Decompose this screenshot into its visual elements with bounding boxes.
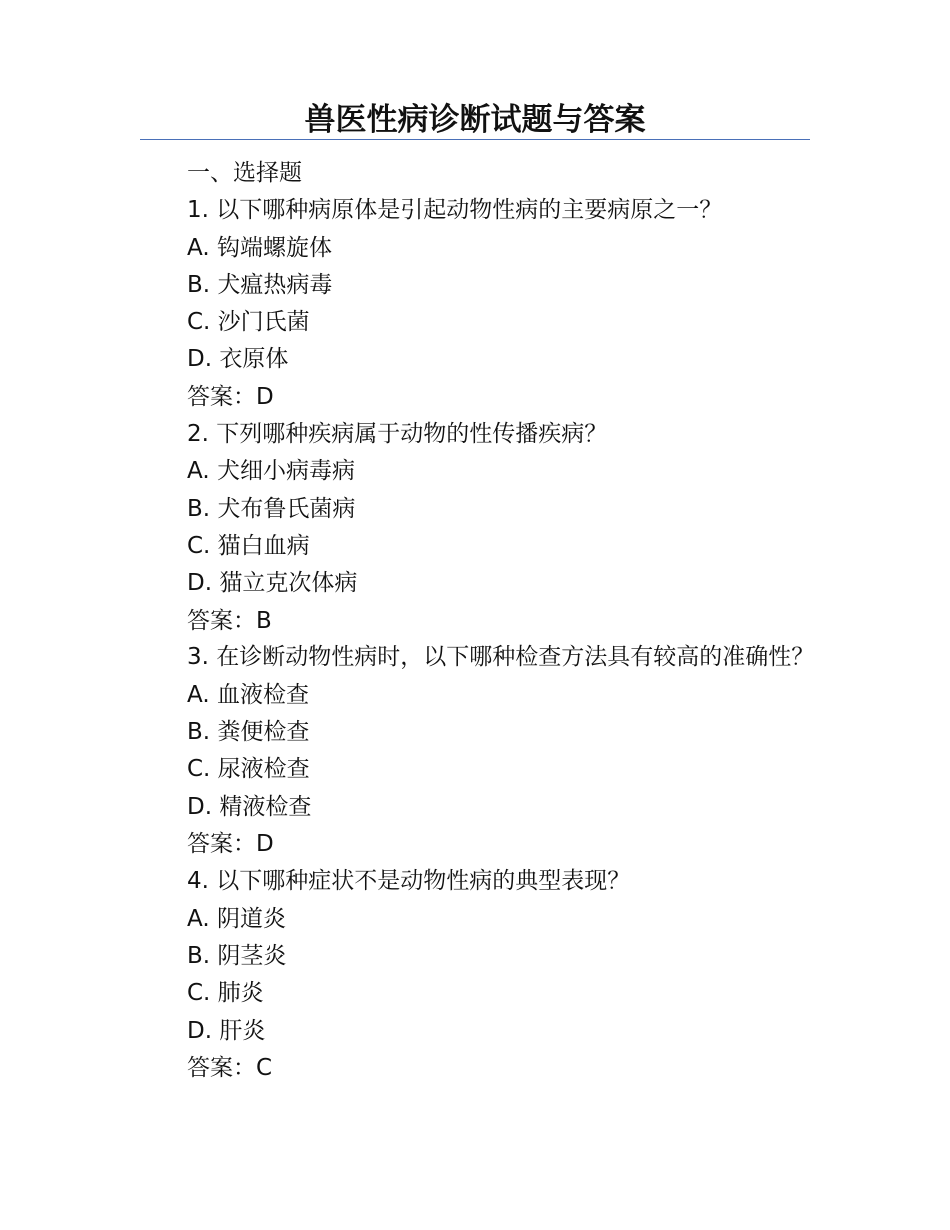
option-a: A. 犬细小病毒病: [187, 458, 355, 485]
option-d: D. 精液检查: [187, 793, 312, 820]
option-b: B. 犬布鲁氏菌病: [187, 495, 356, 522]
question-text: 2. 下列哪种疾病属于动物的性传播疾病？: [187, 421, 608, 448]
question-text: 4. 以下哪种症状不是动物性病的典型表现？: [187, 868, 631, 895]
page-title: 兽医性病诊断试题与答案: [304, 102, 646, 138]
question-text: 3. 在诊断动物性病时，以下哪种检查方法具有较高的准确性？: [187, 643, 815, 670]
option-c: C. 猫白血病: [187, 532, 310, 559]
answer-text: 答案：D: [187, 831, 274, 858]
question-text: 1. 以下哪种病原体是引起动物性病的主要病原之一？: [187, 197, 723, 224]
option-d: D. 衣原体: [187, 346, 289, 373]
option-d: D. 肝炎: [187, 1017, 266, 1044]
option-a: A. 阴道炎: [187, 905, 286, 932]
option-b: B. 犬瘟热病毒: [187, 271, 333, 298]
option-a: A. 钩端螺旋体: [187, 234, 332, 261]
answer-text: 答案：B: [187, 607, 272, 634]
option-c: C. 沙门氏菌: [187, 309, 310, 336]
answer-text: 答案：D: [187, 383, 274, 410]
option-b: B. 粪便检查: [187, 719, 310, 746]
option-c: C. 肺炎: [187, 980, 264, 1007]
answer-text: 答案：C: [187, 1054, 273, 1081]
option-c: C. 尿液检查: [187, 756, 310, 783]
option-a: A. 血液检查: [187, 681, 309, 708]
option-d: D. 猫立克次体病: [187, 570, 358, 597]
option-b: B. 阴茎炎: [187, 942, 287, 969]
title-underline: [140, 139, 810, 140]
section-heading: 一、选择题: [187, 160, 302, 186]
question-list: [140, 155, 820, 1087]
